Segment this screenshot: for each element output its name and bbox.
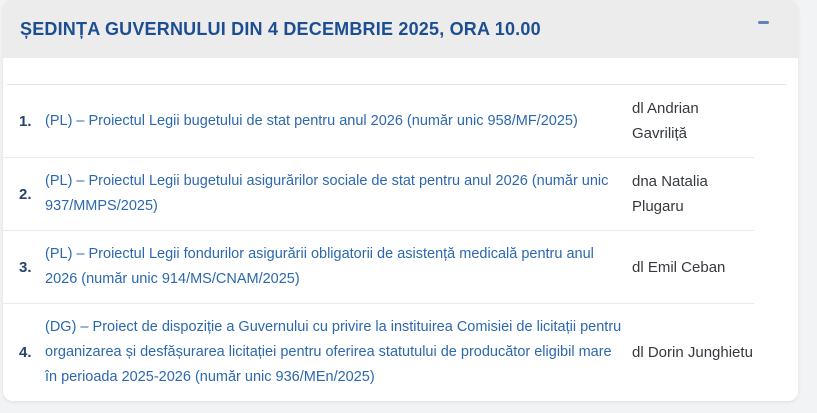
item-number: 3. bbox=[19, 258, 32, 276]
item-number: 2. bbox=[19, 185, 32, 203]
item-number: 4. bbox=[19, 344, 32, 361]
item-number: 1. bbox=[19, 112, 32, 130]
item-speaker: dl Andrian Gavriliță bbox=[632, 100, 699, 142]
session-accordion bbox=[3, 0, 798, 401]
item-speaker: dl Emil Ceban bbox=[632, 258, 726, 276]
item-text[interactable]: (DG) – Proiect de dispoziție a Guvernului cu privire la instituirea Comisiei de licitații pentru organizarea și desfășurarea licitației pentru oferirea statutului de producător eligibil mare în perioada 2025-2026 (număr unic 936/MEn/2025) bbox=[45, 319, 622, 385]
agenda-panel bbox=[3, 58, 798, 401]
item-text[interactable]: (PL) – Proiectul Legii bugetului de stat pentru anul 2026 (număr unic 958/MF/2025) bbox=[45, 112, 578, 129]
session-title: ȘEDINȚA GUVERNULUI DIN 4 DECEMBRIE 2025, ORA 10.00 bbox=[20, 18, 541, 39]
agenda-row-3[interactable] bbox=[3, 231, 754, 304]
item-speaker: dl Dorin Junghietu bbox=[632, 344, 753, 361]
accordion-header[interactable] bbox=[3, 0, 798, 58]
agenda-row-4[interactable] bbox=[3, 304, 754, 401]
item-text[interactable]: (PL) – Proiectul Legii fondurilor asigurării obligatorii de asistență medicală pentru anul 2026 (număr unic 914/MS/CNAM/2025) bbox=[45, 246, 594, 287]
agenda-list bbox=[3, 85, 754, 401]
minus-icon bbox=[758, 21, 769, 24]
collapse-button[interactable] bbox=[754, 16, 773, 28]
agenda-row-2[interactable] bbox=[3, 158, 754, 231]
item-speaker: dna Natalia Plugaru bbox=[632, 173, 708, 215]
item-text[interactable]: (PL) – Proiectul Legii bugetului asigurărilor sociale de stat pentru anul 2026 (număr unic 937/MMPS/2025) bbox=[45, 173, 609, 214]
agenda-row-1[interactable] bbox=[3, 85, 754, 158]
